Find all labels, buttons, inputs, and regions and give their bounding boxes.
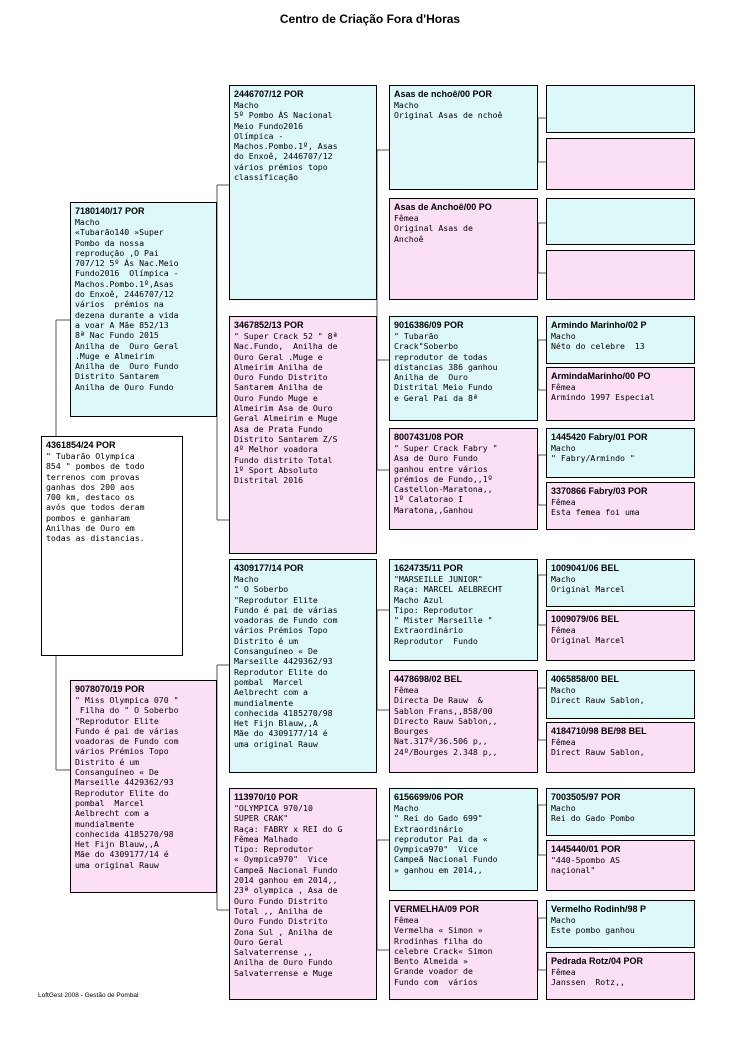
pigeon-description: Macho " Fabry/Armindo "	[551, 443, 635, 464]
fourth-gen-card	[546, 670, 695, 719]
ring-number: ArmindaMarinho/00 PO	[551, 371, 651, 381]
ring-number: 8007431/08 POR	[394, 432, 464, 442]
pigeon-description: " Super Crack 52 " 8ª Nac.Fundo, Anilha de Ouro Geral .Muge e Almeirim Anilha de Ouro Fundo Distrito Santarem Anilha de Ouro Fundo Muge e Almeirim Asa de Ouro Geral Almeirim e Muge Asa de Prata Fundo Distrito Santarem Z/S 4º Melhor voadora Fundo distrito Total 1º Sport Absoluto Distrital 2016	[234, 331, 338, 486]
ring-number: Asas de nchoê/00 POR	[394, 89, 493, 99]
fourth-gen-card	[546, 198, 695, 245]
pigeon-description: Fêmea Directa De Rauw & Sablon Frans,,858/00 Directo Rauw Sablon,, Bourges Nat.317º/36.506 p,, 24º/Bourges 2.348 p,,	[394, 685, 498, 757]
great-grandparent-card	[389, 198, 538, 300]
pigeon-description: "440-5pombo AS naçional"	[551, 855, 621, 876]
ring-number: 7180140/17 POR	[75, 206, 145, 216]
great-grandparent-card	[389, 85, 538, 190]
pigeon-description: " Miss Olympica 070 " Filha do " O Soberbo "Reprodutor Elite Fundo é pai de várias voadoras de Fundo com vários Prémios Topo Distrito é um Consanguíneo « De Marseille 4429362/93 Reprodutor Elite do pombal Marcel Aelbrecht com a mundialmente conhecida 4185270/98 Het Fijn Blauw,,A Mãe do 4309177/14 é uma original Rauw	[75, 695, 179, 870]
ring-number: Armindo Marinho/02 P	[551, 320, 647, 330]
pigeon-description: Fêmea Original Asas de Anchoê	[394, 213, 473, 244]
ring-number: 1624735/11 POR	[394, 563, 464, 573]
ring-number: 1009041/06 BEL	[551, 563, 620, 573]
fourth-gen-card	[546, 85, 695, 133]
maternal-grandsire-card	[229, 559, 377, 773]
fourth-gen-card	[546, 900, 695, 948]
pigeon-description: Macho «Tubarão140 »Super Pombo da nossa reprodução ,O Pai 707/12 5º Ás Nac.Meio Fundo2016 Olímpica - Machos.Pombo.1º,Asas do Enxoê, 2446707/12 vários prémios na dezena durante a vida a voar A Mãe 852/13 8ª Nac Fundo 2015 Anilha de Ouro Geral .Muge e Almeirim Anilha de Ouro Fundo Distrito Santarem Anilha de Ouro Fundo	[75, 217, 179, 392]
ring-number: 4309177/14 POR	[234, 563, 304, 573]
pigeon-description: Fêmea Direct Rauw Sablon,	[551, 737, 645, 758]
fourth-gen-card	[546, 138, 695, 190]
pigeon-description: Macho Rei do Gado Pombo	[551, 803, 635, 824]
ring-number: 2446707/12 POR	[234, 89, 304, 99]
ring-number: 3467852/13 POR	[234, 320, 304, 330]
ring-number: 4065858/00 BEL	[551, 674, 620, 684]
pigeon-description: "OLYMPICA 970/10 SUPER CRAK" Raça: FABRY x REI do G Fêmea Malhado Tipo: Reprodutor « Oympica970" Vice Campeã Nacional Fundo 2014 ganhou em 2014,, 23ª olympica , Asa de Ouro Fundo Distrito Total ,, Anilha de Ouro Fundo Distrito Zona Sul , Anilha de Ouro Geral Salvaterrense ,, Anilha de Ouro Fundo Salvaterrense e Muge	[234, 803, 343, 978]
fourth-gen-card	[546, 840, 695, 891]
ring-number: 4478698/02 BEL	[394, 674, 463, 684]
fourth-gen-card	[546, 788, 695, 836]
ring-number: 1445420 Fabry/01 POR	[551, 432, 648, 442]
great-grandparent-card	[389, 559, 538, 661]
great-grandparent-card	[389, 316, 538, 421]
ring-number: Pedrada Rotz/04 POR	[551, 956, 644, 966]
ring-number: 9078070/19 POR	[75, 684, 145, 694]
ring-number: VERMELHA/09 POR	[394, 904, 480, 914]
fourth-gen-card	[546, 250, 695, 300]
pigeon-description: Macho Original Asas de nchoê	[394, 100, 503, 121]
subject-pigeon-card	[41, 436, 183, 656]
pigeon-description: " Super Crack Fabry " Asa de Ouro Fundo ganhou entre vários prémios de Fundo,,1º Castellon-Maratona,, 1º Calatorao I Maratona,,Ganhou	[394, 443, 498, 515]
ring-number: 4184710/98 BE/98 BEL	[551, 726, 647, 736]
ring-number: 4361854/24 POR	[46, 440, 116, 450]
ring-number: 9016386/09 POR	[394, 320, 464, 330]
paternal-granddam-card	[229, 316, 377, 554]
pigeon-description: Macho " O Soberbo "Reprodutor Elite Fundo é pai de várias voadoras de Fundo com vários Prémios Topo Distrito é um Consanguíneo « De Marseille 4429362/93 Reprodutor Elite do pombal Marcel Aelbrecht com a mundialmente conhecida 4185270/98 Het Fijn Blauw,,A Mãe do 4309177/14 é uma original Rauw	[234, 574, 338, 749]
pigeon-description: Macho Original Marcel	[551, 574, 625, 595]
ring-number: 6156699/06 POR	[394, 792, 464, 802]
fourth-gen-card	[546, 367, 695, 421]
great-grandparent-card	[389, 428, 538, 530]
ring-number: 7003505/97 POR	[551, 792, 621, 802]
pigeon-description: Macho Néto do celebre 13	[551, 331, 645, 352]
fourth-gen-card	[546, 316, 695, 364]
fourth-gen-card	[546, 722, 695, 773]
pigeon-description: Fêmea Janssen Rotz,,	[551, 967, 625, 988]
pigeon-description: Fêmea Original Marcel	[551, 625, 625, 646]
ring-number: Asas de Anchoê/00 PO	[394, 202, 492, 212]
sire-card	[70, 202, 217, 417]
pigeon-description: Fêmea Armindo 1997 Especial	[551, 382, 655, 403]
great-grandparent-card	[389, 670, 538, 773]
dam-card	[70, 680, 217, 893]
pigeon-description: " Tubarão Olympica 854 " pombos de todo terrenos com provas ganhas dos 200 aos 700 km, destaco os avós que todos deram pombos e ganharam Anilhas de Ouro em todas as distancias.	[46, 451, 145, 544]
ring-number: 3370866 Fabry/03 POR	[551, 486, 648, 496]
paternal-grandsire-card	[229, 85, 377, 300]
footer-credit: LoftGest 2008 - Gestão de Pombal	[38, 992, 139, 999]
pigeon-description: Macho Este pombo ganhou	[551, 915, 635, 936]
ring-number: 113970/10 POR	[234, 792, 299, 802]
fourth-gen-card	[546, 952, 695, 1000]
pigeon-description: Fêmea Esta femea foi uma	[551, 497, 640, 518]
ring-number: 1445440/01 POR	[551, 844, 621, 854]
page-title: Centro de Criação Fora d'Horas	[279, 12, 461, 26]
pigeon-description: Macho " Rei do Gado 699" Extraordinário reprodutor Pai da « Oympica970" Vice Campeã Nacional Fundo » ganhou em 2014,,	[394, 803, 498, 875]
ring-number: Vermelho Rodinh/98 P	[551, 904, 647, 914]
pigeon-description: Macho 5º Pombo ÁS Nacional Meio Fundo2016 Olímpica - Machos.Pombo.1º, Asas do Enxoê, 2446707/12 vários prémios topo classificação	[234, 100, 338, 183]
fourth-gen-card	[546, 482, 695, 530]
pigeon-description: "MARSEILLE JUNIOR" Raça: MARCEL AELBRECHT Macho Azul Tipo: Reprodutor " Mister Marseille " Extraordinário Reprodutor Fundo	[394, 574, 503, 646]
great-grandparent-card	[389, 788, 538, 891]
pigeon-description: " Tubarão Crack"Soberbo reprodutor de todas distancias 386 ganhou Anilha de Ouro Distrital Meio Fundo e Geral Pai da 8ª	[394, 331, 498, 403]
pigeon-description: Macho Direct Rauw Sablon,	[551, 685, 645, 706]
fourth-gen-card	[546, 610, 695, 661]
ring-number: 1009079/06 BEL	[551, 614, 620, 624]
fourth-gen-card	[546, 428, 695, 478]
pigeon-description: Fêmea Vermelha « Simon » Rrodinhas filha do celebre Crack« Simon Bento Almeida » Grande voador de Fundo com vários	[394, 915, 493, 987]
maternal-granddam-card	[229, 788, 377, 1000]
fourth-gen-card	[546, 559, 695, 607]
great-grandparent-card	[389, 900, 538, 1000]
